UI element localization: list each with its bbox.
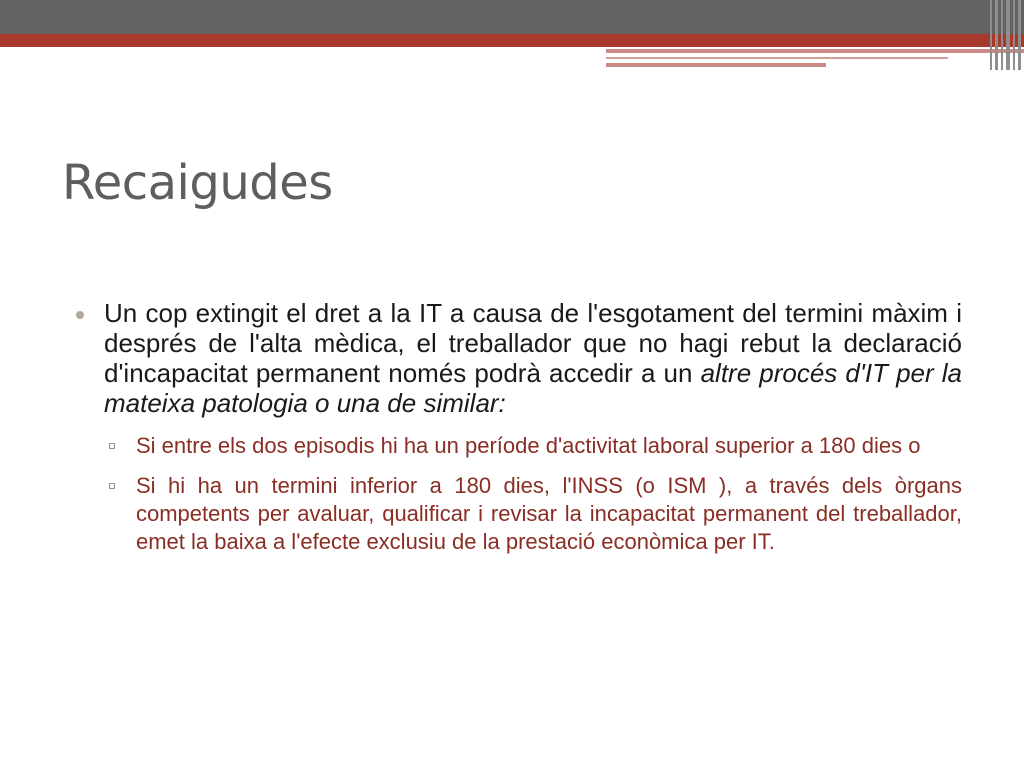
slide-title: Recaigudes: [62, 155, 333, 211]
slide-content: [72, 298, 962, 556]
square-bullet-icon: [109, 483, 115, 489]
header-accent-line: [606, 49, 1024, 53]
sub-bullet-item: [72, 432, 962, 460]
square-bullet-icon: [109, 443, 115, 449]
bullet-dot-icon: [76, 311, 84, 319]
sub-bullet-text: Si entre els dos episodis hi ha un període d'activitat laboral superior a 180 dies o: [136, 433, 921, 458]
header-gray-band: [0, 0, 1024, 34]
sub-bullet-item: [72, 472, 962, 556]
bullet-text: [104, 298, 962, 418]
bullet-item: [72, 298, 962, 418]
header-accent-line: [606, 63, 826, 67]
header-stripes: [990, 0, 1024, 70]
sub-bullet-text: Si hi ha un termini inferior a 180 dies, l'INSS (o ISM ), a través dels òrgans competents per avaluar, qualificar i revisar la incapacitat permanent del treballador, emet la baixa a l'efecte exclusiu de la prestació econòmica per IT.: [136, 473, 962, 554]
bullet-text-italic: altre procés d'IT per la mateixa patologia o una de similar:: [104, 358, 963, 418]
bullet-text-plain: Un cop extingit el dret a la IT a causa de l'esgotament del termini màxim i després de l'alta mèdica, el treballador que no hagi rebut la declaració d'incapacitat permanent només podrà accedir a un: [104, 298, 962, 388]
header-accent-line: [606, 57, 948, 59]
header-red-band: [0, 34, 1024, 47]
